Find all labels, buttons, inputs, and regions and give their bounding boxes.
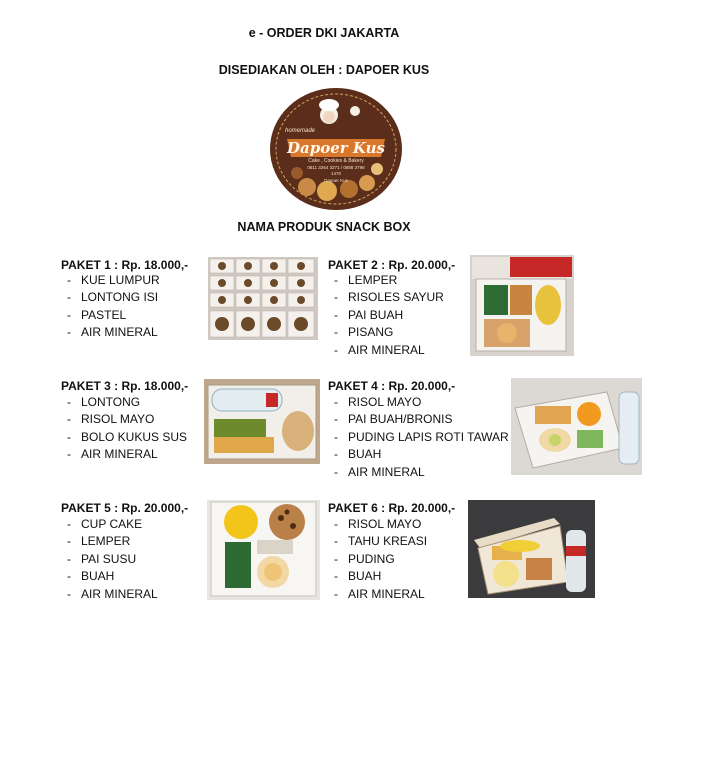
page-title: e - ORDER DKI JAKARTA: [248, 26, 400, 40]
list-item: - LONTONG ISI: [61, 289, 160, 306]
package-4-title: PAKET 4 : Rp. 20.000,-: [328, 379, 456, 393]
logo-social: Dapoer Kus: [324, 178, 348, 183]
list-item: - RISOLES SAYUR: [328, 289, 444, 306]
package-3-photo: [204, 379, 320, 464]
list-item: - BUAH: [328, 446, 509, 463]
list-item: - BUAH: [328, 568, 427, 585]
section-title: NAMA PRODUK SNACK BOX: [237, 220, 411, 234]
package-6-title: PAKET 6 : Rp. 20.000,-: [328, 501, 456, 515]
list-item: - PAI BUAH: [328, 307, 444, 324]
list-item: - PUDING LAPIS ROTI TAWAR: [328, 429, 509, 446]
package-3-items: [61, 394, 187, 464]
list-item: - LEMPER: [328, 272, 444, 289]
logo-brand: Dapoer Kus: [287, 139, 385, 157]
list-item: - AIR MINERAL: [61, 446, 187, 463]
package-1-title: PAKET 1 : Rp. 18.000,-: [61, 258, 189, 272]
list-item: - RISOL MAYO: [328, 394, 509, 411]
list-item: - PAI BUAH/BRONIS: [328, 411, 509, 428]
list-item: - PASTEL: [61, 307, 160, 324]
package-5-photo: [207, 500, 320, 600]
list-item: - TAHU KREASI: [328, 533, 427, 550]
package-6-photo: [468, 500, 595, 598]
list-item: - BOLO KUKUS SUS: [61, 429, 187, 446]
list-item: - AIR MINERAL: [328, 464, 509, 481]
list-item: - BUAH: [61, 568, 158, 585]
list-item: - CUP CAKE: [61, 516, 158, 533]
list-item: - RISOL MAYO: [61, 411, 187, 428]
list-item: - AIR MINERAL: [328, 586, 427, 603]
list-item: - PUDING: [328, 551, 427, 568]
package-6-items: [328, 516, 427, 603]
list-item: - AIR MINERAL: [61, 586, 158, 603]
logo-top-text: homemade: [285, 128, 316, 134]
logo-tagline: Cake , Cookies & Bakery: [308, 158, 364, 164]
package-3-title: PAKET 3 : Rp. 18.000,-: [61, 379, 189, 393]
list-item: - RISOL MAYO: [328, 516, 427, 533]
list-item: - LEMPER: [61, 533, 158, 550]
package-4-photo: [511, 378, 642, 475]
dapoer-kus-logo: [269, 87, 403, 211]
list-item: - PISANG: [328, 324, 444, 341]
list-item: - KUE LUMPUR: [61, 272, 160, 289]
package-2-items: [328, 272, 444, 359]
package-5-items: [61, 516, 158, 603]
provider-heading: DISEDIAKAN OLEH : DAPOER KUS: [218, 63, 430, 77]
package-1-photo: [208, 257, 318, 340]
logo-contact: 0811 3264 3271 / 0888 3798 1470: [307, 165, 365, 176]
list-item: - PAI SUSU: [61, 551, 158, 568]
package-2-title: PAKET 2 : Rp. 20.000,-: [328, 258, 456, 272]
package-2-photo: [470, 255, 574, 356]
package-5-title: PAKET 5 : Rp. 20.000,-: [61, 501, 189, 515]
list-item: - AIR MINERAL: [61, 324, 160, 341]
list-item: - LONTONG: [61, 394, 187, 411]
list-item: - AIR MINERAL: [328, 342, 444, 359]
package-1-items: [61, 272, 160, 342]
package-4-items: [328, 394, 509, 481]
